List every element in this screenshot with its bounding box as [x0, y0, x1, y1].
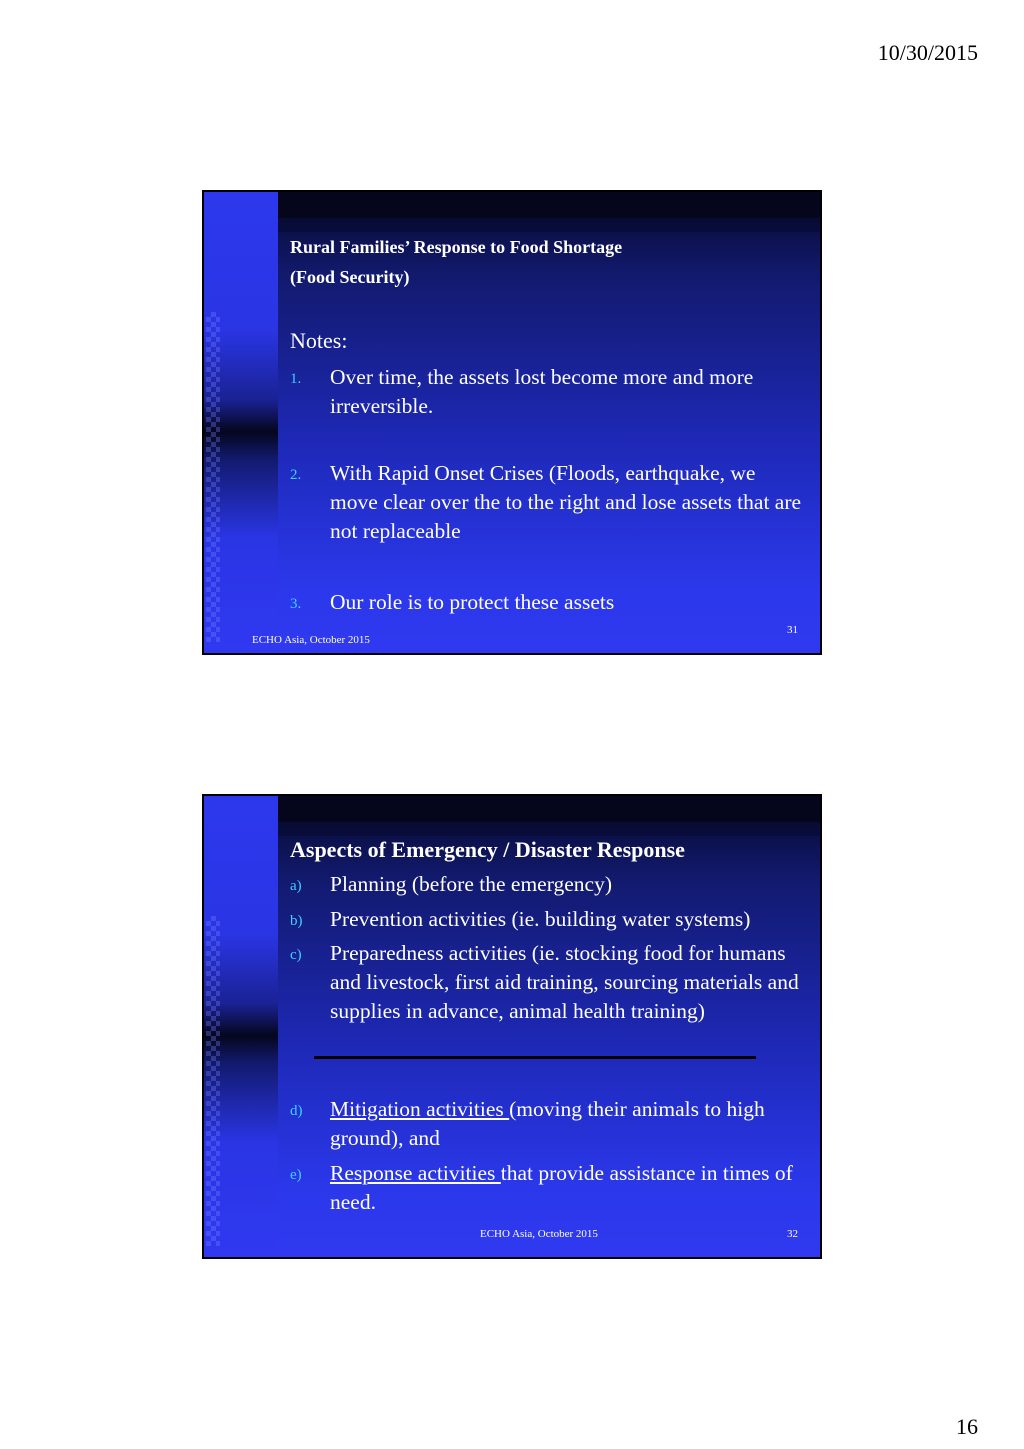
- list-marker: 3.: [290, 596, 302, 612]
- list-item-text: [330, 1095, 806, 1153]
- list-item: [290, 363, 806, 421]
- slide-title: Aspects of Emergency / Disaster Response: [290, 837, 685, 862]
- checker-pattern: [206, 312, 220, 642]
- slide-number: 32: [787, 1228, 798, 1240]
- slide-title-line-2: (Food Security): [290, 267, 410, 287]
- list-marker: d): [290, 1103, 303, 1119]
- slide-top-band-shadow: [278, 822, 820, 836]
- list-item: [290, 905, 806, 934]
- page-date: 10/30/2015: [877, 40, 978, 65]
- slide-footer: ECHO Asia, October 2015: [252, 634, 370, 646]
- list-marker: c): [290, 947, 302, 963]
- list-marker: 2.: [290, 467, 302, 483]
- list-marker: 1.: [290, 371, 302, 387]
- list-item-text: Prevention activities (ie. building water systems): [330, 907, 751, 931]
- list-marker: e): [290, 1167, 302, 1183]
- slide-top-band: [278, 796, 820, 822]
- list-item-text: Over time, the assets lost become more and more irreversible.: [330, 365, 754, 418]
- slide-left-bar: [204, 796, 278, 1257]
- slide-top-band: [278, 192, 820, 218]
- checker-pattern: [206, 916, 220, 1246]
- slide-title-line-1: Rural Families’ Response to Food Shortage: [290, 237, 623, 257]
- list-item-text: [330, 1159, 806, 1217]
- slide-number: 31: [787, 624, 798, 636]
- list-item-rest: (moving their animals to high ground), and: [330, 1097, 765, 1150]
- list-marker: b): [290, 913, 303, 929]
- list-item: [290, 939, 806, 1026]
- list-item-text: Our role is to protect these assets: [330, 590, 615, 614]
- underlined-term: Response activities: [330, 1161, 501, 1185]
- page-number: 16: [956, 1414, 978, 1439]
- list-item: [290, 870, 806, 899]
- list-item-text: Planning (before the emergency): [330, 872, 612, 896]
- notes-label: Notes:: [290, 328, 348, 353]
- list-item-text: With Rapid Onset Crises (Floods, earthquake, we move clear over the to the right and lose assets that are not replaceable: [330, 461, 802, 543]
- list-item: [290, 1095, 806, 1153]
- underlined-term: Mitigation activities: [330, 1097, 510, 1121]
- list-item-text: Preparedness activities (ie. stocking food for humans and livestock, first aid training, sourcing materials and supplies in advance, animal health training): [330, 941, 799, 1023]
- list-item: [290, 588, 806, 617]
- slide-top-band-shadow: [278, 218, 820, 232]
- slide-title: [290, 232, 622, 292]
- slide-left-bar: [204, 192, 278, 653]
- divider-line: [314, 1056, 756, 1059]
- list-marker: a): [290, 878, 302, 894]
- slide-32: [202, 794, 822, 1259]
- list-item-rest: that provide assistance in times of need.: [330, 1161, 793, 1214]
- list-item: [290, 1159, 806, 1217]
- list-item: [290, 459, 806, 546]
- slide-31: [202, 190, 822, 655]
- slide-footer: ECHO Asia, October 2015: [480, 1228, 598, 1240]
